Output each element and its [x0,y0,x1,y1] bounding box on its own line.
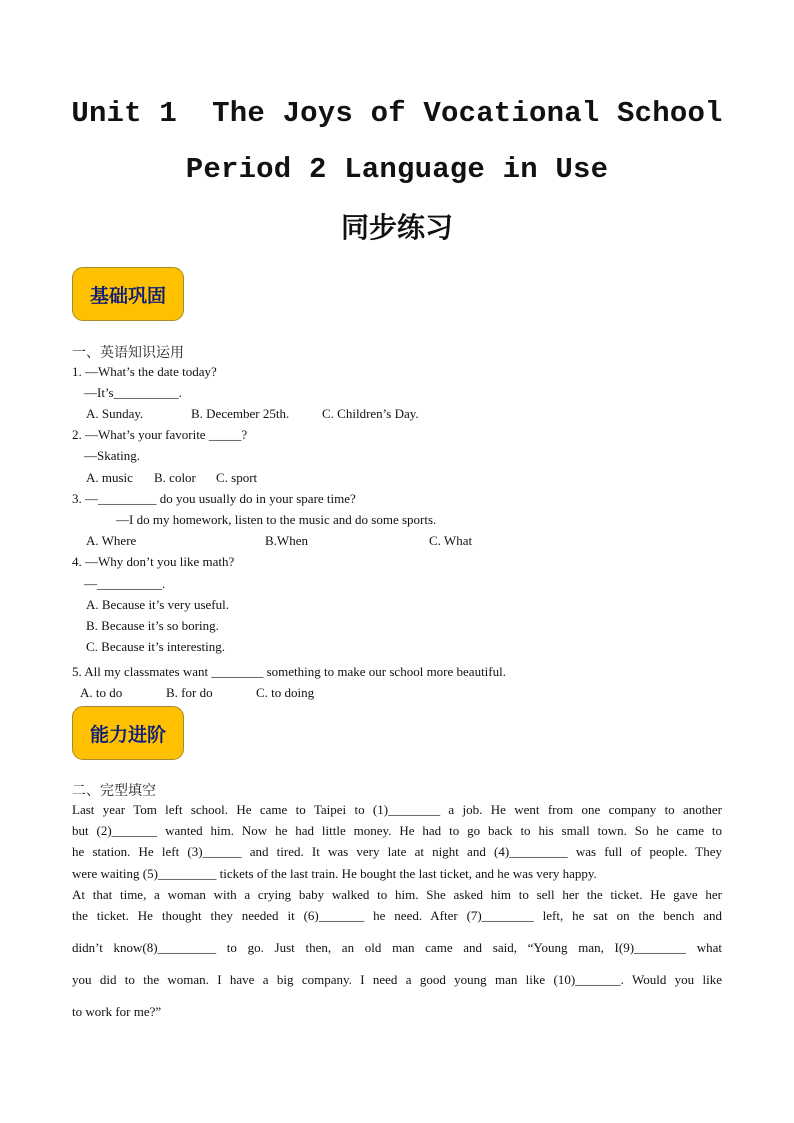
q3-answer-line: —I do my homework, listen to the music and do some sports. [116,512,437,527]
q2-answer-line: —Skating. [84,448,140,463]
passage-line: you did to the woman. I have a big company. I need a good young man like (10)_______. Would you like [72,972,722,987]
passage-line: to work for me?” [72,1004,162,1019]
q3-option-b: B.When [265,533,308,548]
q1-option-a: A. Sunday. [86,406,144,421]
q4-option-c: C. Because it’s interesting. [86,639,226,654]
q2-option-a: A. music [86,470,133,485]
passage-line: but (2)_______ wanted him. Now he had little money. He had to go back to his small town. So he came to [72,823,722,838]
passage-line: he station. He left (3)______ and tired. It was very late at night and (4)_________ was full of people. They [72,844,722,859]
q4-answer-line: —__________. [84,576,166,591]
q4-option-b: B. Because it’s so boring. [86,618,219,633]
q5-option-b: B. for do [166,685,213,700]
passage-line: didn’t know(8)_________ to go. Just then, an old man came and said, “Young man, I(9)________ what [72,940,722,955]
badge-basic: 基础巩固 [72,267,184,321]
q4-option-a: A. Because it’s very useful. [86,597,229,612]
title-line-1: Unit 1 The Joys of Vocational School [71,97,723,130]
q2-option-b: B. color [154,470,196,485]
q3-option-a: A. Where [86,533,137,548]
q5-option-a: A. to do [80,685,123,700]
q1-answer-line: —It’s__________. [84,385,182,400]
title-line-3: 同步练习 [340,211,453,244]
q5-stem: 5. All my classmates want ________ something to make our school more beautiful. [72,664,506,679]
passage-line: the ticket. He thought they needed it (6)_______ he need. After (7)________ left, he sat on the bench and [72,908,722,923]
q1-stem: 1. —What’s the date today? [72,364,217,379]
passage-line: were waiting (5)_________ tickets of the last train. He bought the last ticket, and he was very happy. [72,866,597,881]
q2-option-c: C. sport [216,470,258,485]
passage-line: At that time, a woman with a crying baby walked to him. She asked him to sell her the ticket. He gave her [72,887,722,902]
section2-heading: 二、完型填空 [72,783,156,799]
q2-stem: 2. —What’s your favorite _____? [72,427,248,442]
q3-option-c: C. What [429,533,473,548]
badge-advanced: 能力进阶 [72,706,184,760]
section1-heading: 一、英语知识运用 [72,345,184,361]
q1-option-c: C. Children’s Day. [322,406,419,421]
q1-option-b: B. December 25th. [191,406,290,421]
passage-line: Last year Tom left school. He came to Taipei to (1)________ a job. He went from one company to another [72,802,722,817]
q3-stem: 3. —_________ do you usually do in your spare time? [72,491,356,506]
title-line-2: Period 2 Language in Use [185,153,609,186]
q5-option-c: C. to doing [256,685,315,700]
q4-stem: 4. —Why don’t you like math? [72,554,235,569]
